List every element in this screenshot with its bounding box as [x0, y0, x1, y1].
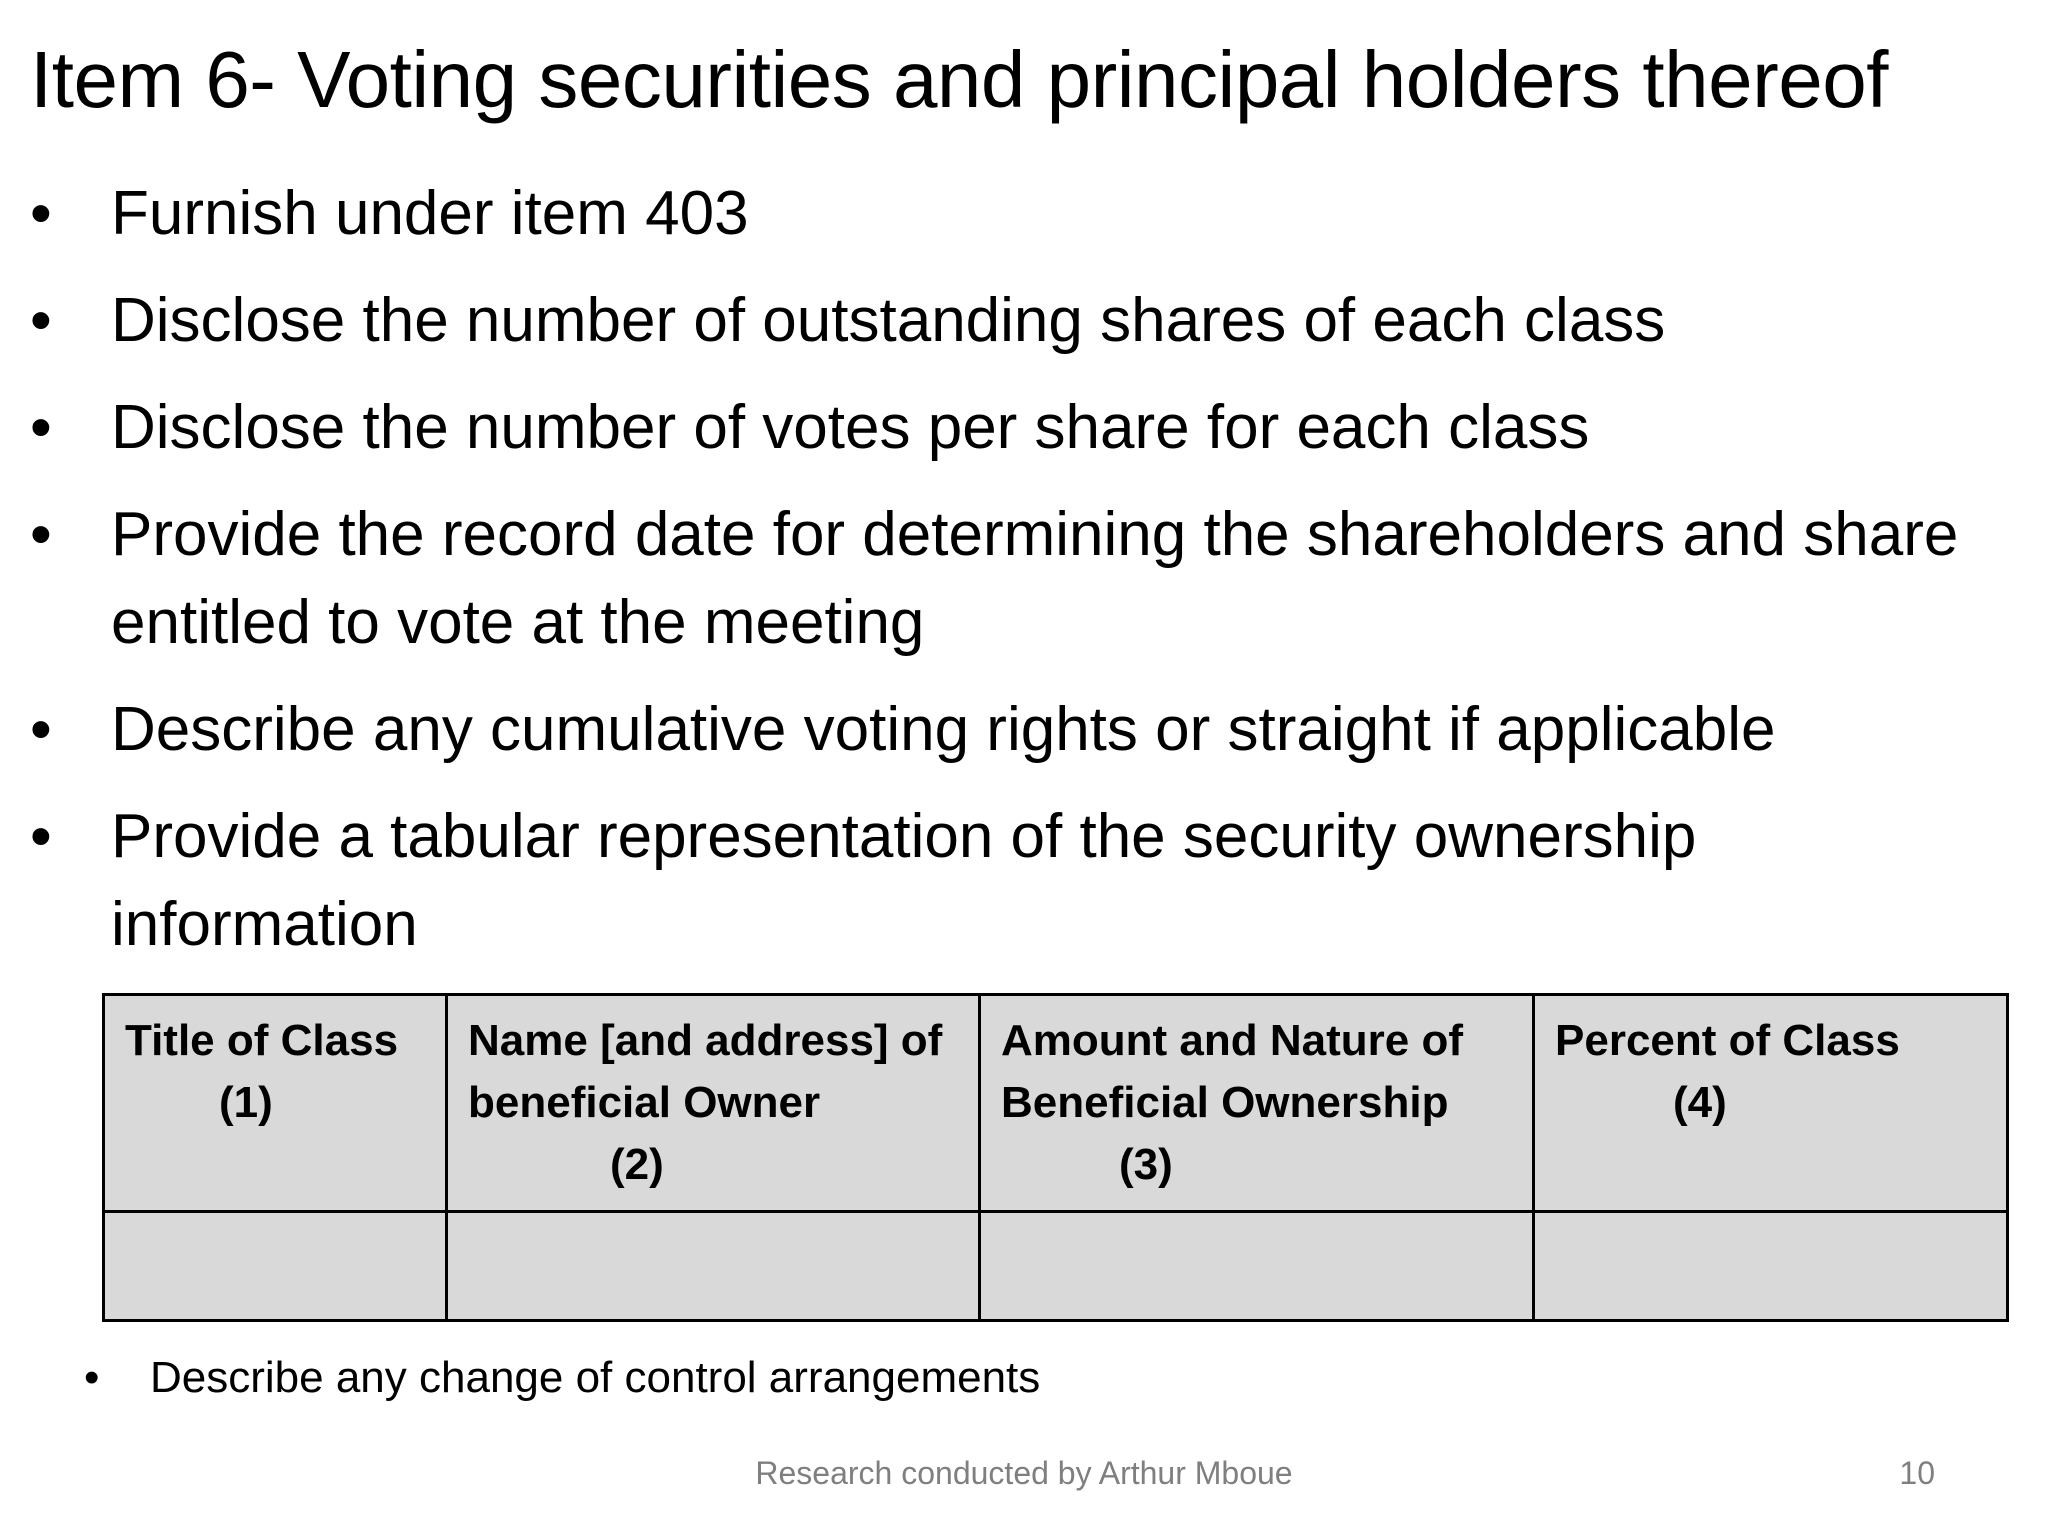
table-row: [104, 1212, 2008, 1321]
bullet-icon: •: [30, 695, 52, 764]
slide-title: Item 6- Voting securities and principal holders thereof: [30, 35, 1888, 124]
table-cell: [980, 1212, 1534, 1321]
header-number: (4): [1673, 1078, 1727, 1127]
bullet-text: Provide the record date for determining the shareholders and share entitled to vote at the meeting: [111, 500, 1959, 657]
bullet-list: [30, 170, 2020, 988]
bullet-icon: •: [30, 500, 52, 569]
header-percent-of-class: [1534, 995, 2008, 1212]
bullet-item: [30, 170, 2020, 258]
bullet-text: Disclose the number of votes per share for each class: [111, 393, 1590, 462]
bullet-item: [30, 793, 2020, 969]
bullet-text: Describe any cumulative voting rights or straight if applicable: [111, 695, 1776, 764]
header-beneficial-owner: [447, 995, 980, 1212]
bullet-icon: •: [30, 393, 52, 462]
header-title-of-class: [104, 995, 447, 1212]
table-cell: [1534, 1212, 2008, 1321]
header-amount-nature: [980, 995, 1534, 1212]
bullet-item: [30, 277, 2020, 365]
bullet-icon: •: [30, 179, 52, 248]
header-label: Name [and address] of beneficial Owner: [468, 1016, 943, 1127]
sub-bullet-item: [84, 1348, 1040, 1408]
header-number: (3): [1119, 1140, 1173, 1189]
bullet-text: Disclose the number of outstanding shares of each class: [111, 286, 1666, 355]
bullet-icon: •: [84, 1353, 100, 1402]
header-number: (2): [610, 1140, 664, 1189]
header-label: Title of Class: [125, 1016, 399, 1065]
bullet-icon: •: [30, 286, 52, 355]
header-number: (1): [219, 1078, 273, 1127]
header-label: Amount and Nature of Beneficial Ownership: [1001, 1016, 1463, 1127]
table-header-row: [104, 995, 2008, 1212]
bullet-item: [30, 686, 2020, 774]
table-cell: [447, 1212, 980, 1321]
bullet-text: Furnish under item 403: [111, 179, 749, 248]
bullet-icon: •: [30, 802, 52, 871]
ownership-table: [102, 993, 2009, 1322]
page-number: 10: [1899, 1455, 1935, 1491]
footer-credit: Research conducted by Arthur Mboue: [755, 1455, 1293, 1491]
bullet-item: [30, 384, 2020, 472]
header-label: Percent of Class: [1555, 1016, 1900, 1065]
sub-bullet-text: Describe any change of control arrangements: [150, 1353, 1041, 1402]
table-cell: [104, 1212, 447, 1321]
bullet-item: [30, 491, 2020, 667]
bullet-text: Provide a tabular representation of the security ownership information: [111, 802, 1697, 959]
